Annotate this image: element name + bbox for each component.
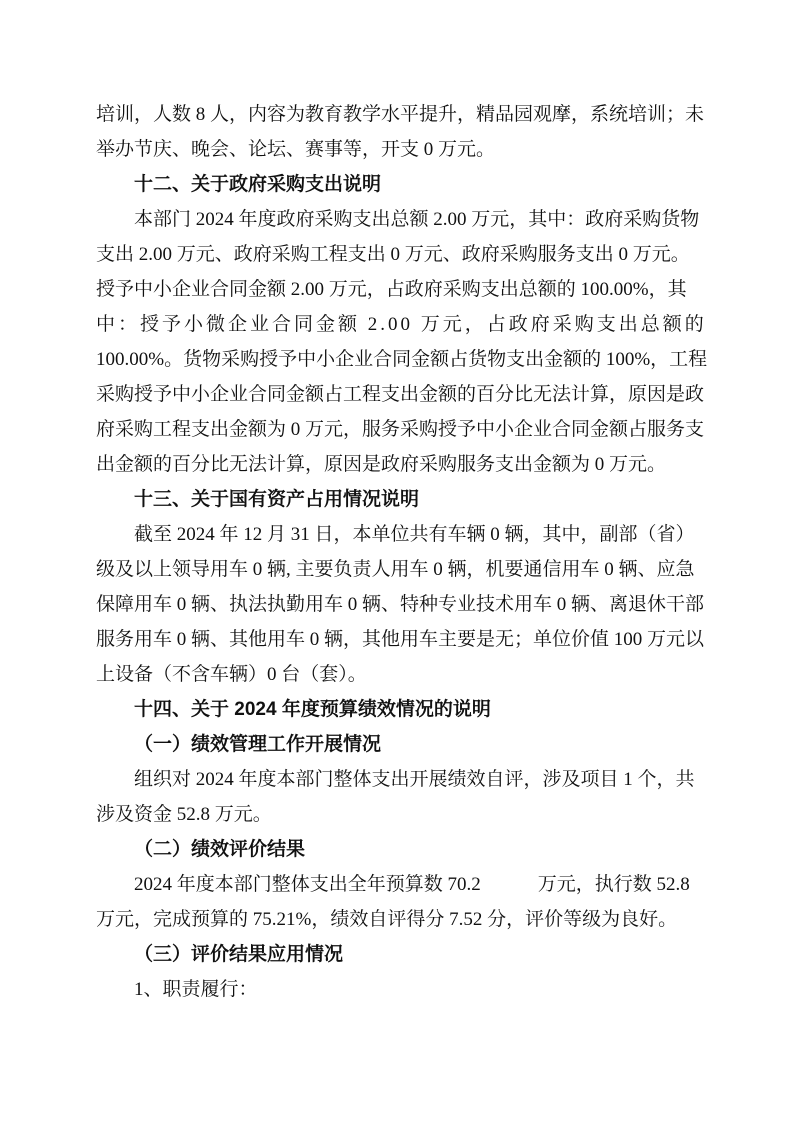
document-line: 截至 2024 年 12 月 31 日，本单位共有车辆 0 辆，其中，副部（省） — [134, 524, 695, 545]
document-line: 采购授予中小企业合同金额占工程支出金额的百分比无法计算，原因是政 — [96, 384, 705, 405]
subsection-heading: （一）绩效管理工作开展情况 — [134, 734, 382, 755]
document-line: 授予中小企业合同金额 2.00 万元，占政府采购支出总额的 100.00%，其 — [96, 279, 687, 300]
document-line: 1、职责履行： — [134, 979, 258, 1000]
section-heading: 十四、关于 2024 年度预算绩效情况的说明 — [134, 699, 491, 720]
document-line: 上设备（不含车辆）0 台（套）。 — [96, 664, 367, 685]
document-line: 涉及资金 52.8 万元。 — [96, 804, 272, 825]
document-line: 服务用车 0 辆、其他用车 0 辆，其他用车主要是无；单位价值 100 万元以 — [96, 629, 705, 650]
document-line: 万元，完成预算的 75.21%，绩效自评得分 7.52 分，评价等级为良好。 — [96, 909, 678, 930]
document-line: 出金额的百分比无法计算，原因是政府采购服务支出金额为 0 万元。 — [96, 454, 667, 475]
section-heading: 十三、关于国有资产占用情况说明 — [134, 489, 420, 510]
document-line: 100.00%。货物采购授予中小企业合同金额占货物支出金额的 100%，工程 — [96, 349, 708, 370]
subsection-heading: （三）评价结果应用情况 — [134, 944, 344, 965]
document-line: 中：授予小微企业合同金额 2.00 万元，占政府采购支出总额的 — [96, 314, 707, 335]
document-line: 府采购工程支出金额为 0 万元，服务采购授予中小企业合同金额占服务支 — [96, 419, 705, 440]
document-line: 级及以上领导用车 0 辆, 主要负责人用车 0 辆，机要通信用车 0 辆、应急 — [96, 559, 695, 580]
document-line: 支出 2.00 万元、政府采购工程支出 0 万元、政府采购服务支出 0 万元。 — [96, 244, 690, 265]
section-heading: 十二、关于政府采购支出说明 — [134, 174, 382, 195]
document-line: 举办节庆、晚会、论坛、赛事等，开支 0 万元。 — [96, 139, 496, 160]
document-line: 组织对 2024 年度本部门整体支出开展绩效自评，涉及项目 1 个，共 — [134, 769, 695, 790]
document-line: 本部门 2024 年度政府采购支出总额 2.00 万元，其中：政府采购货物 — [134, 209, 700, 230]
document-line: 保障用车 0 辆、执法执勤用车 0 辆、特种专业技术用车 0 辆、离退休干部 — [96, 594, 705, 615]
document-line: 2024 年度本部门整体支出全年预算数 70.2 万元，执行数 52.8 — [134, 874, 690, 895]
document-line: 培训，人数 8 人，内容为教育教学水平提升，精品园观摩，系统培训；未 — [96, 104, 705, 125]
document-body — [96, 97, 708, 1007]
subsection-heading: （二）绩效评价结果 — [134, 839, 306, 860]
